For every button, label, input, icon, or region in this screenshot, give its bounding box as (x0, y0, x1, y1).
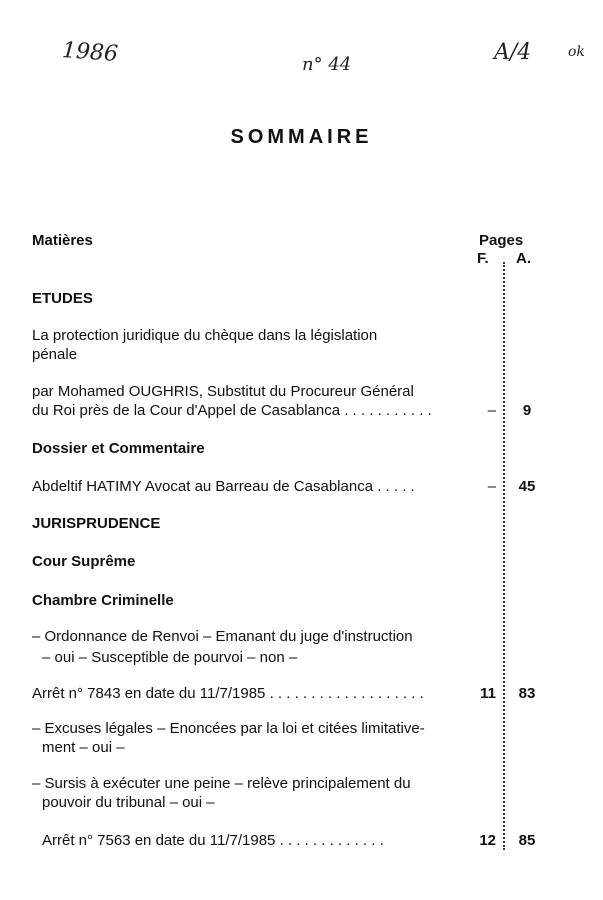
arret2-page-a: 85 (518, 832, 536, 849)
handwritten-year: 1986 (61, 38, 119, 67)
col-a-header: A. (516, 250, 531, 267)
cheque-author-line2: du Roi près de la Cour d'Appel de Casablanca . . . . . . . . . . . (32, 402, 432, 419)
hatimy-entry: Abdeltif HATIMY Avocat au Barreau de Casablanca . . . . . (32, 478, 415, 495)
column-divider (503, 262, 505, 850)
sursis-line2: pouvoir du tribunal – oui – (42, 794, 215, 811)
sursis-line1: – Sursis à exécuter une peine – relève principalement du (32, 775, 411, 792)
cheque-page-f: – (487, 402, 496, 419)
handwritten-number: n° 44 (302, 54, 352, 75)
handwritten-ok: ok (568, 44, 585, 60)
pages-header: Pages (479, 232, 524, 249)
cheque-page-a: 9 (522, 402, 532, 419)
renvoi-line1: – Ordonnance de Renvoi – Emanant du juge d'instruction (32, 628, 413, 645)
cheque-title-line2: pénale (32, 346, 78, 363)
section-dossier: Dossier et Commentaire (32, 440, 205, 457)
arret2-page-f: 12 (479, 832, 496, 849)
page-title: SOMMAIRE (230, 126, 373, 148)
hatimy-page-f: – (487, 478, 496, 495)
section-jurisprudence: JURISPRUDENCE (32, 515, 161, 532)
section-cour-supreme: Cour Suprême (32, 553, 136, 570)
section-etudes: ETUDES (32, 290, 93, 307)
arret1-page-f: 11 (480, 685, 496, 702)
hatimy-page-a: 45 (518, 478, 536, 495)
cheque-title-line1: La protection juridique du chèque dans la législation (32, 327, 378, 344)
handwritten-ref: A/4 (494, 40, 532, 65)
arret1-entry: Arrêt n° 7843 en date du 11/7/1985 . . . . . . . . . . . . . . . . . . . (32, 685, 424, 702)
arret1-page-a: 83 (518, 685, 536, 702)
excuses-line2: ment – oui – (42, 739, 125, 756)
cheque-author-line1: par Mohamed OUGHRIS, Substitut du Procureur Général (32, 383, 414, 400)
renvoi-line2: – oui – Susceptible de pourvoi – non – (42, 649, 298, 666)
section-chambre-criminelle: Chambre Criminelle (32, 592, 174, 609)
excuses-line1: – Excuses légales – Enoncées par la loi et citées limitative- (32, 720, 425, 737)
arret2-entry: Arrêt n° 7563 en date du 11/7/1985 . . . . . . . . . . . . . (42, 832, 384, 849)
matieres-header: Matières (32, 232, 93, 249)
col-f-header: F. (477, 250, 489, 267)
